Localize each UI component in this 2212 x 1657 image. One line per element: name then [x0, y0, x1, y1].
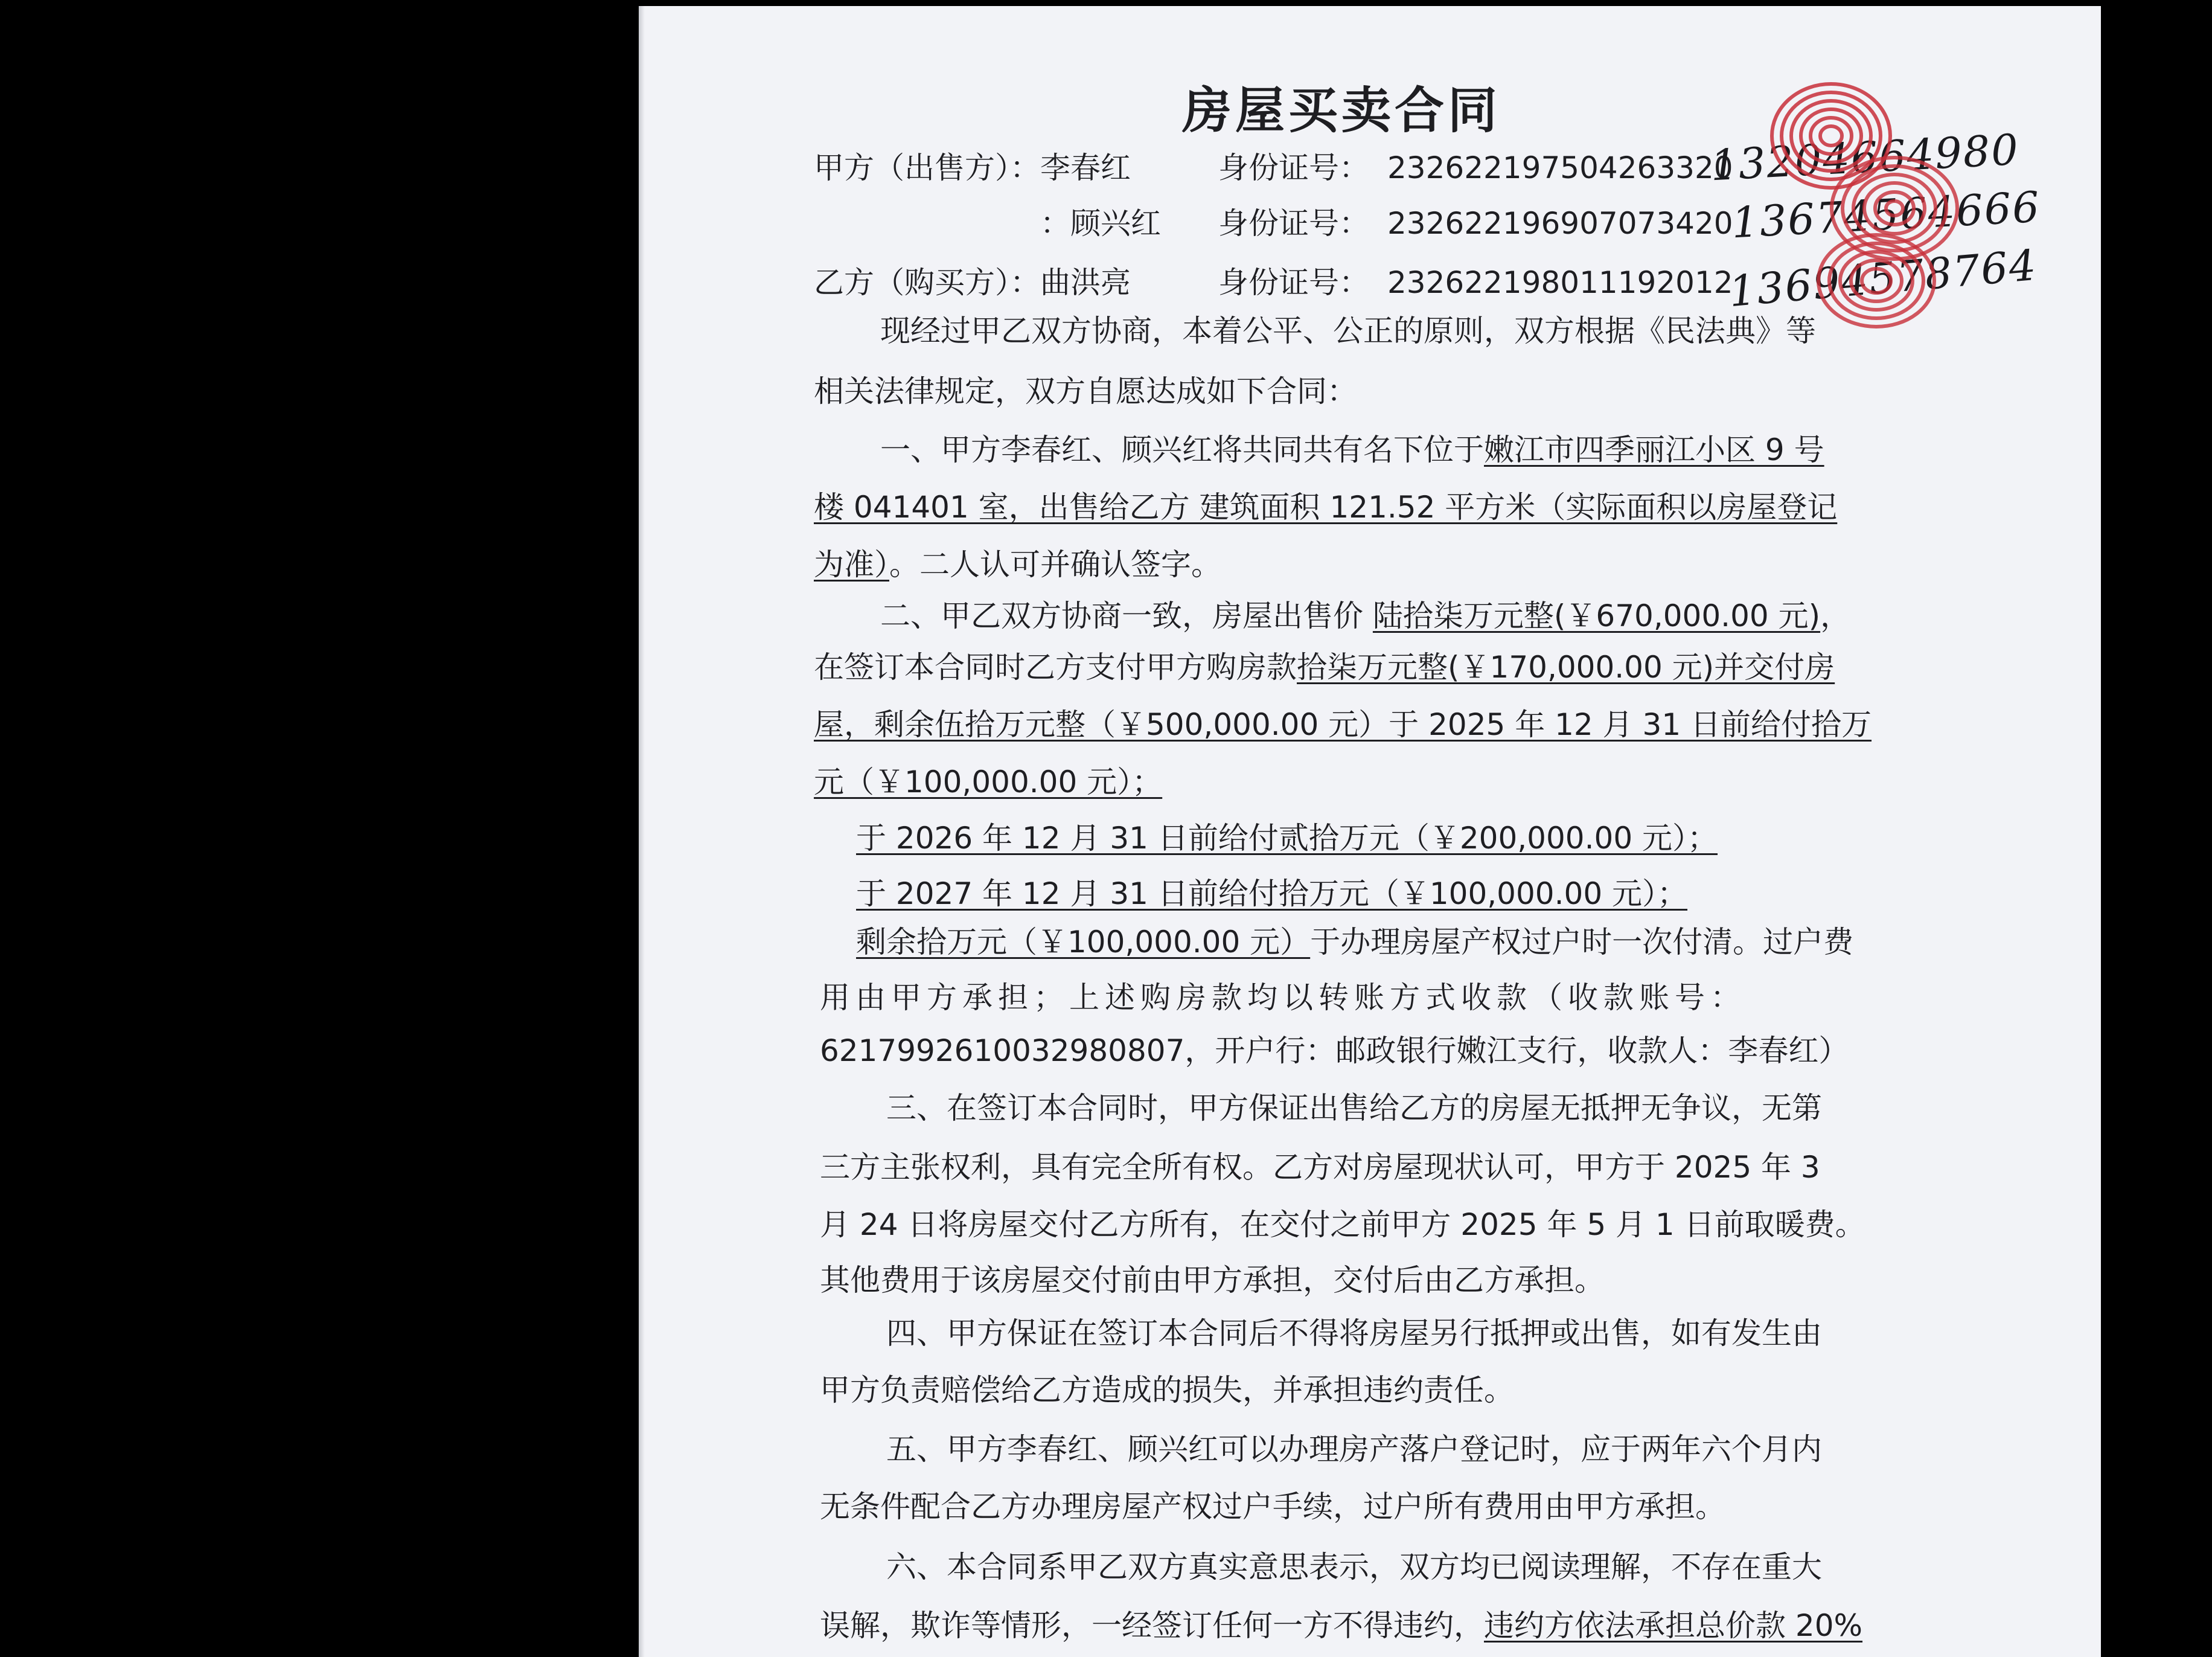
section-1-c: 为准）	[814, 547, 889, 582]
handwritten-phone-1: 13204664980	[1709, 124, 2021, 191]
section-2-price: 陆拾柒万元整(￥670,000.00 元)	[1372, 598, 1821, 633]
section-2-line-9: 6217992610032980807，开户行：邮政银行嫩江支行，收款人：李春红）	[820, 1033, 1849, 1068]
section-3-line-2: 三方主张权利，具有完全所有权。乙方对房屋现状认可，甲方于 2025 年 3	[820, 1150, 1820, 1185]
section-3-line-1: 三、在签订本合同时，甲方保证出售给乙方的房屋无抵押无争议，无第	[886, 1091, 1822, 1126]
contract-paper	[639, 6, 2101, 1657]
section-2-e: 于办理房屋产权过户时一次付清。过户费	[1310, 925, 1854, 960]
document-title: 房屋买卖合同	[1182, 82, 1501, 139]
section-4-line-2: 甲方负责赔偿给乙方造成的损失，并承担违约责任。	[820, 1373, 1514, 1408]
section-2-c: ，	[1820, 598, 1851, 633]
section-5-line-2: 无条件配合乙方办理房屋产权过户手续，过户所有费用由甲方承担。	[820, 1489, 1725, 1524]
party-a2-label: ：顾兴红	[1040, 206, 1161, 241]
fingerprint-seal-3	[1810, 226, 1943, 335]
party-a-id-1: 232622197504263320	[1387, 150, 1733, 185]
id-label-2: 身份证号：	[1218, 206, 1369, 241]
section-6-line-2	[820, 1607, 1862, 1644]
id-label-1: 身份证号：	[1218, 150, 1369, 185]
section-2-line-3: 屋，剩余伍拾万元整（￥500,000.00 元）于 2025 年 12 月 31 日前给付拾万	[814, 707, 1872, 742]
section-2-line-8: 用由甲方承担；上述购房款均以转账方式收款（收款账号：	[820, 980, 1746, 1015]
section-1-address: 嫩江市四季丽江小区 9 号	[1484, 432, 1824, 467]
section-6-line-1: 六、本合同系甲乙双方真实意思表示，双方均已阅读理解，不存在重大	[886, 1550, 1822, 1585]
section-3-line-4: 其他费用于该房屋交付前由甲方承担，交付后由乙方承担。	[820, 1263, 1605, 1298]
party-a-id-2: 232622196907073420	[1387, 206, 1733, 241]
section-5-line-1: 五、甲方李春红、顾兴红可以办理房产落户登记时，应于两年六个月内	[886, 1432, 1822, 1467]
section-2-line-5: 于 2026 年 12 月 31 日前给付贰拾万元（￥200,000.00 元）；	[856, 821, 1718, 856]
section-2-line-6: 于 2027 年 12 月 31 日前给付拾万元（￥100,000.00 元）；	[856, 876, 1688, 911]
section-6-penalty: 违约方依法承担总价款 20%	[1484, 1608, 1863, 1643]
party-b-label: 乙方（购买方）：曲洪亮	[814, 265, 1131, 300]
section-1-a: 一、甲方李春红、顾兴红将共同共有名下位于	[880, 432, 1484, 467]
section-2-downpayment: 拾柒万元整(￥170,000.00 元)并交付房	[1297, 650, 1835, 685]
id-label-3: 身份证号：	[1218, 265, 1369, 300]
section-2-line-7	[856, 924, 1853, 960]
section-2-line-2	[814, 649, 1835, 685]
section-3-line-3: 月 24 日将房屋交付乙方所有，在交付之前甲方 2025 年 5 月 1 日前取暖费。	[820, 1207, 1865, 1242]
party-b-id: 232622198011192012	[1387, 265, 1733, 300]
section-2-remaining: 剩余拾万元（￥100,000.00 元）	[856, 925, 1311, 960]
section-2-a: 二、甲乙双方协商一致，房屋出售价	[880, 598, 1373, 633]
section-2-line-4: 元（￥100,000.00 元）；	[814, 764, 1163, 800]
intro-line-2: 相关法律规定，双方自愿达成如下合同：	[814, 374, 1357, 409]
party-a-label: 甲方（出售方）：李春红	[814, 150, 1131, 185]
section-6-a: 误解，欺诈等情形，一经签订任何一方不得违约，	[820, 1608, 1484, 1643]
section-4-line-1: 四、甲方保证在签订本合同后不得将房屋另行抵押或出售，如有发生由	[886, 1316, 1822, 1351]
section-1-line-1	[880, 432, 1824, 468]
section-1-line-2: 楼 041401 室，出售给乙方 建筑面积 121.52 平方米（实际面积以房屋登记	[814, 490, 1838, 525]
handwritten-phone-2: 13674564666	[1730, 182, 2042, 248]
handwritten-phone-3: 13694578764	[1727, 240, 2039, 317]
section-2-line-1	[880, 598, 1850, 634]
section-1-d: 。二人认可并确认签字。	[889, 547, 1221, 582]
intro-line-1: 现经过甲乙双方协商，本着公平、公正的原则，双方根据《民法典》等	[880, 313, 1816, 348]
section-1-line-3	[814, 546, 1221, 583]
section-2-d: 在签订本合同时乙方支付甲方购房款	[814, 650, 1297, 685]
